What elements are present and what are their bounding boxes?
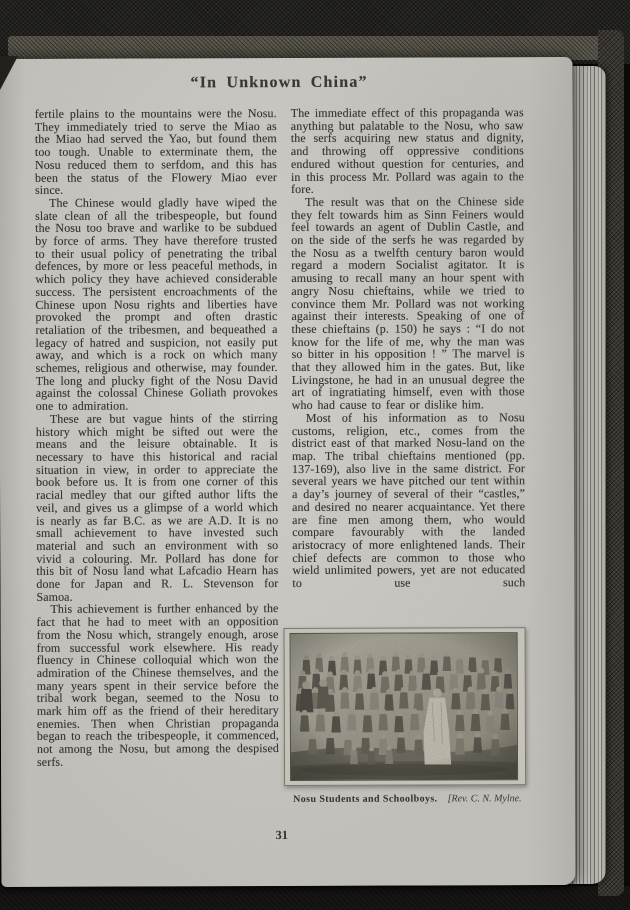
left-text-column [35,107,279,806]
paragraph: fertile plains to the mountains were the Nosu. They immediately tried to serve the Miao as the Miao had served the Yao, but found them too tough. Unable to exterminate them, the Nosu reduced them to serfdom, and this has been the status of the Flowery Miao ever since. [34,106,277,198]
right-text-column [291,106,526,805]
paragraph: The Chinese would gladly have wiped the slate clean of all the tribespeople, but found the Nosu too brave and warlike to be subdued by force of arms. They have therefore trusted to their usual policy of penetrating the tribal defences, by more or less peaceful methods, in which policy they have achieved considerable success. The persistent encroachments of the Chinese upon Nosu rights and liberties have provoked the prompt and often drastic retaliation of the tribesmen, and bequeathed a legacy of hatred and suspicion, not easily put away, and which is a rock on which many schemes, religious and otherwise, may founder. The long and plucky fight of the Nosu David against the colossal Chinese Goliath provokes one to admiration. [35,194,278,414]
photo-credit: [Rev. C. N. Mylne. [447,792,522,805]
page-header-title: “In Unknown China” [190,73,368,92]
paragraph: The immediate effect of this propaganda was anything but palatable to the Nosu, who saw the serfs acquiring new status and dignity, and throwing off oppressive conditions endured without question for centuries, and in this process Mr. Pollard was again to the fore. [290,105,524,197]
scanned-page [0,57,575,887]
book-cover-bottom [0,886,630,910]
paragraph: This achievement is further enhanced by the fact that he had to meet with an opposition from the Nosu which, strangely enough, arose from successful work elsewhere. His ready fluency in Chinese colloquial which won the admiration of the Chinese themselves, and the many years spent in their service before the tribal work began, seemed to the Nosu to mark him off as the friend of their hereditary enemies. Then when Christian propaganda began to reach the tribespeople, it commenced, not among the Nosu, but among the despised serfs. [36,601,279,769]
photo-block [284,627,527,805]
page-number: 31 [275,827,289,843]
two-column-layout [35,106,526,805]
group-photo [290,632,519,781]
paragraph: These are but vague hints of the stirring history which might be sifted out were the means and the leisure obtainable. It is necessary to have this historical and racial situation in view, in order to appreciate the book before us. It is from one corner of this racial medley that our gifted author lifts the veil, and gives us a glimpse of a world which is nearly as far B.C. as we are A.D. It is no small achievement to have invested such material and such an environment with so vivid a colouring. Mr. Pollard has done for this bit of Nosu land what Lafcadio Hearn has done for Japan and R. L. Stevenson for Samoa. [35,410,279,604]
photo-caption: Nosu Students and Schoolboys. [293,793,438,805]
paragraph: The result was that on the Chinese side they felt towards him as Sinn Feiners would feel towards an agent of Dublin Castle, and on the side of the serfs he was regarded by the Nosu as a twelfth century baron would regard a modern Socialist agitator. It is amusing to recall many an hour spent with angry Nosu chieftains, while we tried to convince them Mr. Pollard was not working against their interests. Speaking of one of these chieftains (p. 150) he says : “I do not know for the life of me, why the man was so bitter in his opposition ! ” The marvel is that they allowed him in the gates. But, like Livingstone, he had in an unusual degree the art of ingratiating himself, even with those who had cause to fear or dislike him. [291,194,525,413]
text-block [35,73,527,805]
paragraph: Most of his information as to Nosu customs, religion, etc., comes from the district east of that marked Nosu-land on the map. The tribal chieftains mentioned (pp. 137-169), also live in the same district. For several years we have pitched our tent within a day’s journey of several of their “castles,” and desired no nearer acquaintance. Yet there are fine men among them, who would compare favourably with the landed aristocracy of more enlightened lands. Their chief defects are common to those who wield unlimited powers, yet are not educated to use such [291,410,526,590]
photo-print-border [284,627,527,786]
photo-caption-row [284,793,526,805]
